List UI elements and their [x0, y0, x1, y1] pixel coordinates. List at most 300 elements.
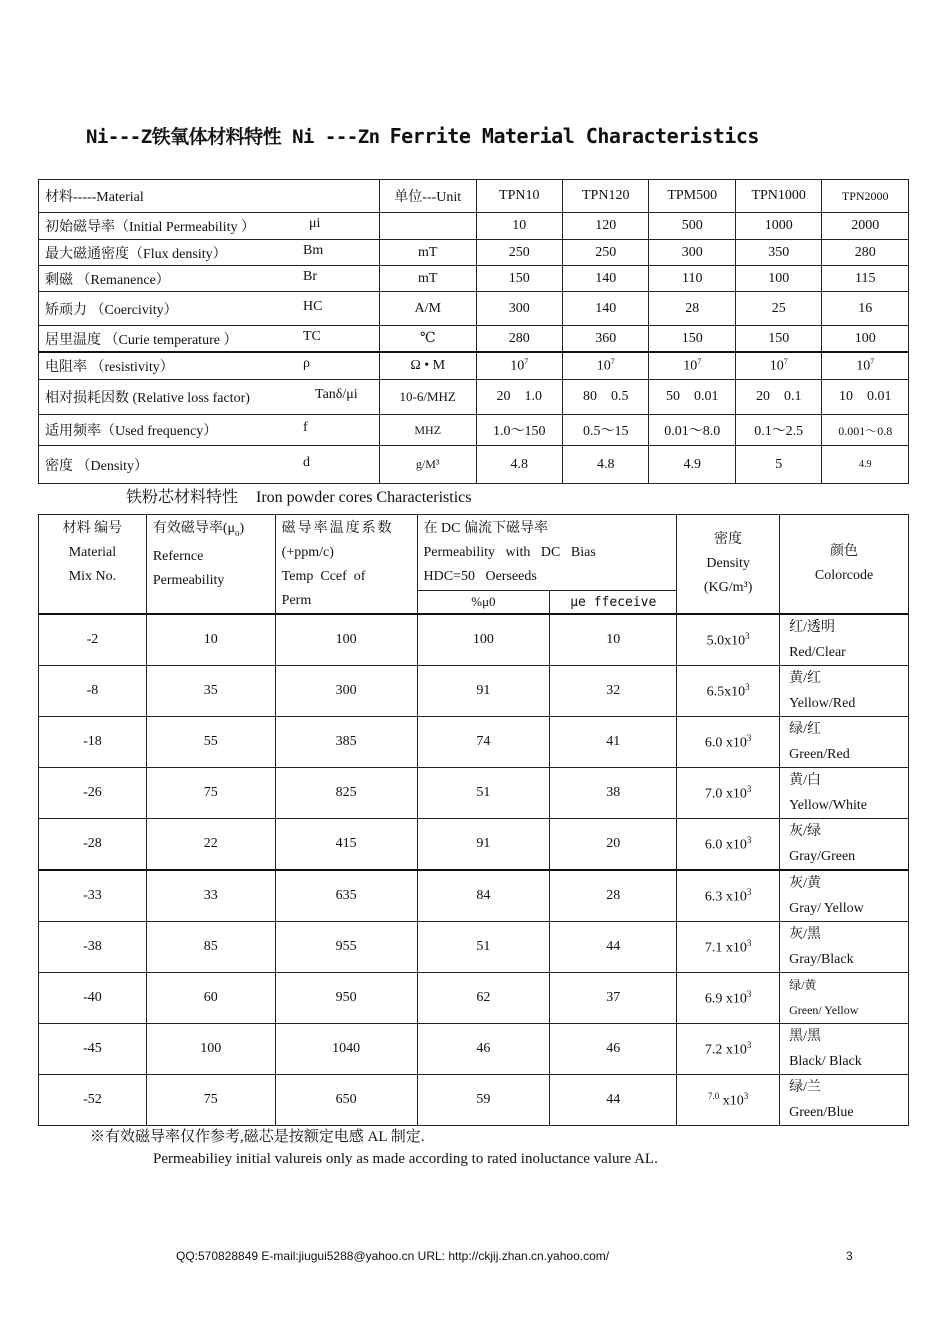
exponent: 7 — [610, 357, 615, 367]
property-name-cell — [39, 446, 380, 484]
temp-cell: 385 — [275, 717, 417, 768]
value-cell — [822, 292, 909, 326]
iron-row — [39, 666, 909, 717]
value-text: 10 — [856, 358, 871, 374]
value-cell — [562, 240, 648, 266]
color-cn: 绿/兰 — [789, 1080, 821, 1095]
color-cn: 灰/绿 — [789, 824, 821, 839]
temp-header-en2: Temp Ccef of — [281, 569, 366, 584]
footer-contact: QQ:570828849 E-mail:jiugui5288@yahoo.cn URL: http://ckjij.zhan.cn.yahoo.com/ — [176, 1249, 610, 1263]
mue-cell: 10 — [550, 614, 677, 666]
pct-cell: 46 — [417, 1024, 550, 1075]
property-name-cell — [39, 415, 380, 446]
density-cell — [677, 922, 780, 973]
property-name-cell — [39, 352, 380, 380]
value-cell — [822, 326, 909, 353]
value-text: 25 — [771, 300, 786, 316]
value-text: 10 — [683, 358, 698, 374]
grade-header: TPN2000 — [822, 180, 909, 213]
mix-cell: -28 — [39, 819, 147, 871]
iron-row — [39, 1075, 909, 1126]
perm-cell: 35 — [146, 666, 275, 717]
value-cell — [649, 266, 735, 292]
value-cell — [476, 446, 562, 484]
temp-cell: 955 — [275, 922, 417, 973]
mix-header-cn: 材料 编号 — [62, 521, 123, 536]
title-cn: Ni---Z铁氧体材料特性 Ni ---Zn — [86, 126, 380, 148]
value-cell — [562, 446, 648, 484]
value-text: 16 — [858, 300, 873, 316]
perm-cell: 22 — [146, 819, 275, 871]
mix-header-en1: Material — [68, 545, 117, 560]
value-cell — [649, 352, 735, 380]
temp-cell: 635 — [275, 870, 417, 922]
temp-cell: 100 — [275, 614, 417, 666]
temp-cell: 1040 — [275, 1024, 417, 1075]
mix-cell: -45 — [39, 1024, 147, 1075]
density-header-cn: 密度 — [714, 532, 743, 547]
value-cell — [562, 292, 648, 326]
value-text: 1000 — [764, 218, 793, 233]
dc-header-en2: HDC=50 Oerseeds — [423, 569, 537, 584]
value-cell — [735, 446, 821, 484]
density-cell — [677, 870, 780, 922]
value-cell — [822, 352, 909, 380]
value-cell — [562, 380, 648, 415]
color-en: Gray/ Yellow — [789, 901, 864, 916]
loss-factor-a: 10 — [838, 389, 853, 404]
value-cell — [562, 352, 648, 380]
pct-cell: 100 — [417, 614, 550, 666]
perm-header-en2: Permeability — [152, 572, 225, 588]
pct-cell: 62 — [417, 973, 550, 1024]
value-cell — [476, 352, 562, 380]
density-cell — [677, 614, 780, 666]
value-cell — [476, 266, 562, 292]
density-header — [677, 515, 780, 615]
density-value: 6.9 x10 — [704, 991, 747, 1007]
mix-cell: -52 — [39, 1075, 147, 1126]
color-en: Gray/Black — [789, 952, 854, 967]
mue-cell: 44 — [550, 922, 677, 973]
value-text: 0.5～15 — [582, 424, 629, 439]
temp-cell: 950 — [275, 973, 417, 1024]
color-en: Green/Blue — [789, 1105, 854, 1120]
value-text: 150 — [768, 330, 790, 346]
mix-cell: -33 — [39, 870, 147, 922]
value-text: 110 — [681, 270, 703, 286]
color-cell — [780, 922, 909, 973]
value-text: 280 — [854, 244, 876, 260]
dc-header-en1: Permeability with DC Bias — [423, 545, 596, 560]
color-en: Yellow/Red — [789, 696, 856, 711]
temp-header-en3: Perm — [281, 593, 312, 608]
iron-header-row — [39, 515, 909, 591]
value-text: 300 — [681, 244, 703, 260]
density-exponent: 3 — [746, 732, 752, 743]
color-cn: 绿/红 — [789, 722, 821, 737]
unit-header: 单位---Unit — [379, 180, 476, 213]
value-text: 2000 — [851, 218, 880, 233]
unit-cell: A/M — [379, 292, 476, 326]
pct-cell: 74 — [417, 717, 550, 768]
temp-cell: 415 — [275, 819, 417, 871]
property-name-cell — [39, 292, 380, 326]
exponent: 7 — [524, 357, 529, 367]
iron-row — [39, 922, 909, 973]
density-exponent: 3 — [746, 937, 752, 948]
property-name-cell — [39, 213, 380, 240]
color-en: Gray/Green — [789, 849, 856, 864]
value-cell — [822, 213, 909, 240]
pct-cell: 51 — [417, 768, 550, 819]
temp-header-en1: (+ppm/c) — [281, 545, 334, 560]
ferrite-row — [39, 213, 909, 240]
ferrite-row — [39, 415, 909, 446]
loss-factor-b: 0.01 — [866, 389, 892, 404]
value-cell — [735, 415, 821, 446]
mix-header — [39, 515, 147, 615]
color-header — [780, 515, 909, 615]
loss-factor-a: 20 — [496, 389, 511, 404]
value-text: 150 — [508, 270, 530, 286]
density-cell — [677, 1024, 780, 1075]
color-en: Green/Red — [789, 747, 850, 762]
color-cell — [780, 819, 909, 871]
property-name-cell — [39, 380, 380, 415]
property-name: 密度 （Density） — [45, 458, 149, 474]
unit-cell — [379, 213, 476, 240]
color-cell — [780, 1075, 909, 1126]
value-text: 120 — [595, 218, 617, 233]
property-symbol: Bm — [303, 242, 324, 258]
exponent: 7 — [697, 357, 702, 367]
density-value: 7.2 x10 — [704, 1042, 747, 1058]
value-cell — [649, 380, 735, 415]
value-cell — [735, 266, 821, 292]
value-cell — [735, 292, 821, 326]
density-header-unit: (KG/m³) — [703, 580, 753, 595]
perm-cell: 75 — [146, 1075, 275, 1126]
property-name: 矫顽力 （Coercivity） — [45, 302, 178, 318]
unit-cell: mT — [379, 240, 476, 266]
iron-row — [39, 614, 909, 666]
loss-factor-a: 50 — [665, 389, 680, 404]
density-exponent: 3 — [746, 783, 752, 794]
value-cell — [476, 415, 562, 446]
value-text: 4.9 — [683, 456, 701, 472]
grade-header: TPN1000 — [735, 180, 821, 213]
property-name: 居里温度 （Curie temperature ） — [45, 332, 238, 348]
value-cell — [476, 240, 562, 266]
ferrite-row — [39, 292, 909, 326]
pct-cell: 91 — [417, 666, 550, 717]
value-text: 140 — [595, 300, 617, 316]
value-text: 250 — [508, 244, 530, 260]
density-exponent: 3 — [746, 988, 752, 999]
ferrite-table — [38, 179, 909, 484]
iron-powder-table — [38, 514, 909, 1126]
value-text: 1.0～150 — [492, 424, 546, 439]
perm-cell: 75 — [146, 768, 275, 819]
perm-cell: 100 — [146, 1024, 275, 1075]
value-text: 360 — [595, 330, 617, 346]
value-cell — [735, 213, 821, 240]
value-cell — [649, 446, 735, 484]
value-text: 350 — [768, 244, 790, 260]
value-cell — [562, 266, 648, 292]
unit-cell: mT — [379, 266, 476, 292]
material-header: 材料-----Material — [39, 180, 380, 213]
density-value: 6.5x10 — [706, 684, 746, 700]
value-text: 100 — [854, 330, 876, 346]
color-en: Black/ Black — [789, 1054, 862, 1069]
value-text: 115 — [854, 270, 876, 286]
color-cell — [780, 870, 909, 922]
value-text: 300 — [508, 300, 530, 316]
value-text: 5 — [775, 456, 783, 472]
value-cell — [476, 292, 562, 326]
property-symbol: Br — [303, 268, 317, 284]
grade-header: TPN120 — [562, 180, 648, 213]
color-en: Yellow/White — [789, 798, 867, 813]
loss-factor-b: 1.0 — [524, 389, 542, 404]
color-cell — [780, 717, 909, 768]
value-text: 10 — [769, 358, 784, 374]
unit-cell: g/M³ — [379, 446, 476, 484]
perm-cell: 60 — [146, 973, 275, 1024]
mue-cell: 20 — [550, 819, 677, 871]
mix-cell: -26 — [39, 768, 147, 819]
iron-title-en: Iron powder cores Characteristics — [256, 489, 472, 506]
grade-header: TPM500 — [649, 180, 735, 213]
value-cell — [562, 415, 648, 446]
property-name-cell — [39, 266, 380, 292]
temp-header-cn: 磁导率温度系数 — [281, 521, 394, 536]
density-exponent: 3 — [745, 681, 750, 692]
mue-cell: 46 — [550, 1024, 677, 1075]
ferrite-row — [39, 446, 909, 484]
mue-cell: 41 — [550, 717, 677, 768]
property-symbol: μi — [309, 216, 321, 231]
density-value: 6.0 x10 — [704, 735, 747, 751]
iron-row — [39, 819, 909, 871]
density-value: 6.0 x10 — [704, 837, 747, 853]
color-header-en: Colorcode — [814, 568, 874, 583]
pct-cell: 84 — [417, 870, 550, 922]
value-text: 10 — [596, 358, 611, 374]
color-cn: 绿/黄 — [789, 978, 817, 992]
iron-row — [39, 768, 909, 819]
value-cell — [649, 415, 735, 446]
loss-factor-a: 80 — [582, 389, 597, 404]
pct-cell: 51 — [417, 922, 550, 973]
loss-factor-b: 0.1 — [783, 389, 802, 404]
value-text: 4.8 — [596, 456, 615, 472]
value-text: 28 — [685, 300, 700, 316]
value-text: 140 — [595, 270, 617, 286]
mue-cell: 44 — [550, 1075, 677, 1126]
value-cell — [562, 213, 648, 240]
property-name-cell — [39, 326, 380, 353]
temp-cell: 650 — [275, 1075, 417, 1126]
exponent: 7 — [870, 357, 875, 367]
density-prefix: 7.0 — [708, 1090, 720, 1101]
iron-row — [39, 870, 909, 922]
color-en: Green/ Yellow — [789, 1003, 859, 1017]
ferrite-row — [39, 326, 909, 353]
mix-cell: -38 — [39, 922, 147, 973]
perm-cell: 10 — [146, 614, 275, 666]
iron-row — [39, 973, 909, 1024]
density-cell — [677, 717, 780, 768]
value-cell — [822, 415, 909, 446]
property-name: 适用频率（Used frequency） — [45, 424, 218, 439]
value-cell — [822, 446, 909, 484]
density-cell — [677, 1075, 780, 1126]
value-text: 280 — [508, 330, 530, 346]
color-cell — [780, 614, 909, 666]
density-exponent: 3 — [746, 834, 752, 845]
value-text: 100 — [768, 270, 790, 286]
property-name: 剩磁 （Remanence） — [45, 272, 170, 288]
color-cn: 红/透明 — [789, 620, 835, 635]
density-value: 6.3 x10 — [704, 889, 747, 905]
perm-cell: 33 — [146, 870, 275, 922]
mix-header-en2: Mix No. — [68, 569, 117, 584]
color-cn: 灰/黄 — [789, 876, 821, 891]
color-cell — [780, 666, 909, 717]
value-text: 250 — [595, 244, 617, 260]
density-value: 7.1 x10 — [704, 940, 747, 956]
loss-factor-b: 0.5 — [610, 389, 629, 404]
value-text: 150 — [681, 330, 703, 346]
temp-header — [275, 515, 417, 615]
value-cell — [822, 240, 909, 266]
value-cell — [735, 352, 821, 380]
perm-header-en1: Refernce — [152, 548, 204, 564]
density-value: 5.0x10 — [706, 633, 746, 649]
value-cell — [822, 380, 909, 415]
pct-cell: 91 — [417, 819, 550, 871]
temp-cell: 300 — [275, 666, 417, 717]
loss-factor-b: 0.01 — [693, 389, 719, 404]
property-symbol: d — [303, 454, 310, 470]
value-cell — [649, 292, 735, 326]
perm-cell: 55 — [146, 717, 275, 768]
color-cell — [780, 768, 909, 819]
density-cell — [677, 768, 780, 819]
property-symbol: HC — [303, 298, 323, 314]
iron-section-title — [126, 484, 471, 507]
ferrite-row — [39, 240, 909, 266]
property-name: 最大磁通密度（Flux density） — [45, 246, 227, 262]
perm-cell: 85 — [146, 922, 275, 973]
note-en: Permeabiliey initial valureis only as made according to rated inoluctance valure AL. — [153, 1151, 658, 1167]
page-number: 3 — [846, 1249, 853, 1263]
perm-header — [146, 515, 275, 615]
page-title — [86, 122, 759, 149]
ferrite-header-row — [39, 180, 909, 213]
loss-factor-a: 20 — [755, 389, 770, 404]
value-text: 10 — [510, 358, 525, 374]
mix-cell: -8 — [39, 666, 147, 717]
temp-cell: 825 — [275, 768, 417, 819]
mue-cell: 38 — [550, 768, 677, 819]
value-cell — [649, 240, 735, 266]
mix-cell: -40 — [39, 973, 147, 1024]
density-value: x10 — [722, 1093, 744, 1109]
value-text: 500 — [681, 218, 703, 233]
property-name: 相对损耗因数 (Relative loss factor) — [45, 391, 250, 406]
property-symbol: ρ — [303, 356, 310, 371]
density-exponent: 3 — [745, 630, 750, 641]
density-exponent: 3 — [746, 1039, 752, 1050]
value-cell — [476, 326, 562, 353]
grade-header: TPN10 — [476, 180, 562, 213]
mue-cell: 32 — [550, 666, 677, 717]
property-symbol: TC — [303, 328, 321, 344]
unit-cell: ℃ — [379, 326, 476, 353]
perm-header-cn: 有效磁导率$(\mu_o)$ — [152, 521, 245, 538]
density-cell — [677, 666, 780, 717]
exponent: 7 — [783, 357, 788, 367]
mue-cell: 37 — [550, 973, 677, 1024]
property-symbol: Tanδ/μi — [315, 387, 358, 402]
property-name: 初始磁导率（Initial Permeability ） — [45, 220, 255, 235]
color-cn: 黄/红 — [789, 671, 821, 686]
value-cell — [735, 240, 821, 266]
property-name-cell — [39, 240, 380, 266]
density-value: 7.0 x10 — [704, 786, 747, 802]
color-cn: 黄/白 — [789, 773, 821, 788]
ferrite-row — [39, 352, 909, 380]
title-en: Ferrite Material Characteristics — [389, 124, 759, 148]
color-header-cn: 颜色 — [830, 544, 859, 559]
density-exponent: 3 — [743, 1090, 749, 1101]
unit-cell: Ω • M — [379, 352, 476, 380]
value-text: 4.9 — [858, 459, 872, 470]
value-cell — [735, 380, 821, 415]
value-cell — [562, 326, 648, 353]
color-en: Red/Clear — [789, 645, 846, 660]
value-text: 10 — [512, 218, 527, 233]
pct-mu0-header: %μ0 — [417, 591, 550, 615]
dc-header-cn: 在 DC 偏流下磁导率 — [423, 521, 548, 536]
value-text: 4.8 — [510, 456, 528, 472]
color-cn: 黑/黑 — [789, 1029, 821, 1044]
color-cn: 灰/黑 — [789, 927, 821, 942]
density-header-en: Density — [706, 556, 750, 571]
color-cell — [780, 973, 909, 1024]
value-text: 0.1～2.5 — [754, 424, 804, 439]
value-cell — [649, 326, 735, 353]
mix-cell: -2 — [39, 614, 147, 666]
unit-cell: 10-6/MHZ — [379, 380, 476, 415]
ferrite-row — [39, 266, 909, 292]
iron-title-cn: 铁粉芯材料特性 — [126, 489, 239, 506]
density-exponent: 3 — [746, 886, 752, 897]
value-cell — [649, 213, 735, 240]
property-symbol: f — [303, 420, 308, 435]
mue-header: μe ffeceive — [550, 591, 677, 615]
ferrite-row — [39, 380, 909, 415]
iron-row — [39, 717, 909, 768]
density-cell — [677, 819, 780, 871]
mue-cell: 28 — [550, 870, 677, 922]
dc-bias-header — [417, 515, 677, 591]
value-text: 0.001～0.8 — [838, 423, 893, 438]
